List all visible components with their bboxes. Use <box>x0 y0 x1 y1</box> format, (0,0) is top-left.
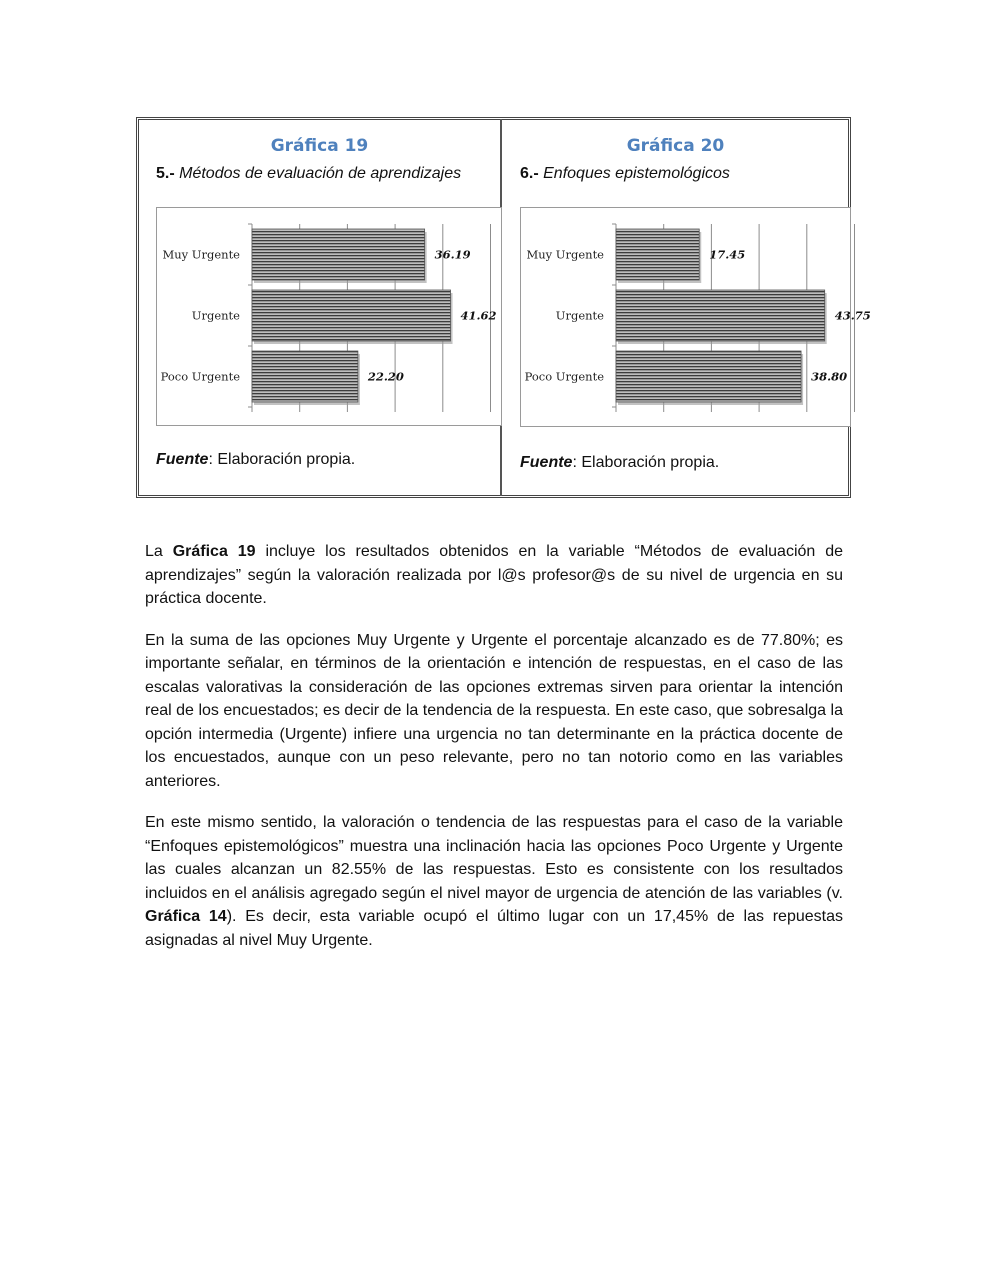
data-label: 43.75 <box>834 308 871 323</box>
subtitle-number: 6.- <box>520 165 539 182</box>
category-label: Poco Urgente <box>524 369 604 384</box>
bar <box>616 351 801 402</box>
figure-subtitle <box>156 165 461 183</box>
figure-reference: Gráfica 14 <box>145 908 227 925</box>
paragraph-text: La <box>145 543 173 560</box>
data-label: 41.62 <box>460 308 497 323</box>
category-label: Poco Urgente <box>160 369 240 384</box>
bar <box>616 229 699 280</box>
bar <box>252 351 358 402</box>
figure-source <box>520 454 719 472</box>
paragraph-text: ). Es decir, esta variable ocupó el último lugar con un 17,45% de las repuestas asignadas al nivel Muy Urgente. <box>145 908 843 949</box>
data-label: 17.45 <box>709 247 746 262</box>
paragraph <box>145 811 843 952</box>
data-label: 36.19 <box>434 247 471 262</box>
source-label: Fuente <box>520 454 573 471</box>
bar-chart-19 <box>156 207 502 426</box>
subtitle-text: Enfoques epistemológicos <box>543 165 730 182</box>
figure-subtitle <box>520 165 730 183</box>
figure-title: Gráfica 19 <box>270 136 369 156</box>
category-label: Urgente <box>555 308 604 323</box>
paragraph-text: incluye los resultados obtenidos en la variable “Métodos de evaluación de aprendizajes” según la valoración realizada por l@s profesor@s de su nivel de urgencia en su práctica docente. <box>145 543 843 607</box>
source-label: Fuente <box>156 451 209 468</box>
data-label: 22.20 <box>367 369 404 384</box>
subtitle-number: 5.- <box>156 165 175 182</box>
category-label: Muy Urgente <box>162 247 240 262</box>
bar <box>252 290 451 341</box>
paragraph-text: En este mismo sentido, la valoración o tendencia de las respuestas para el caso de la variable “Enfoques epistemológicos” muestra una inclinación hacia las opciones Poco Urgente y Urgente las cuales alcanzan un 82.55% de las respuestas. Esto es consistente con los resultados incluidos en el análisis agregado según el nivel mayor de urgencia de atención de las variables (v. <box>145 814 843 902</box>
figure-source <box>156 451 355 469</box>
body-text <box>145 540 843 970</box>
category-label: Urgente <box>191 308 240 323</box>
category-label: Muy Urgente <box>526 247 604 262</box>
bar <box>616 290 825 341</box>
source-text: : Elaboración propia. <box>208 451 356 468</box>
source-text: : Elaboración propia. <box>572 454 720 471</box>
figure-title: Gráfica 20 <box>626 136 725 156</box>
bar <box>252 229 425 280</box>
paragraph <box>145 540 843 611</box>
data-label: 38.80 <box>811 369 848 384</box>
subtitle-text: Métodos de evaluación de aprendizajes <box>179 165 462 182</box>
figure-reference: Gráfica 19 <box>172 543 256 560</box>
paragraph: En la suma de las opciones Muy Urgente y Urgente el porcentaje alcanzado es de 77.80%; es importante señalar, en términos de la orientación e intención de respuestas, en el caso de las escalas valorativas la consideración de las opciones extremas sirven para orientar la intención real de los encuestados; es decir de la tendencia de la respuesta. En este caso, que sobresalga la opción intermedia (Urgente) infiere una urgencia no tan determinante en la práctica docente de los encuestados, aunque con un peso relevante, pero no tan notorio como en las variables anteriores. <box>145 631 843 790</box>
bar-chart-20 <box>520 207 871 427</box>
